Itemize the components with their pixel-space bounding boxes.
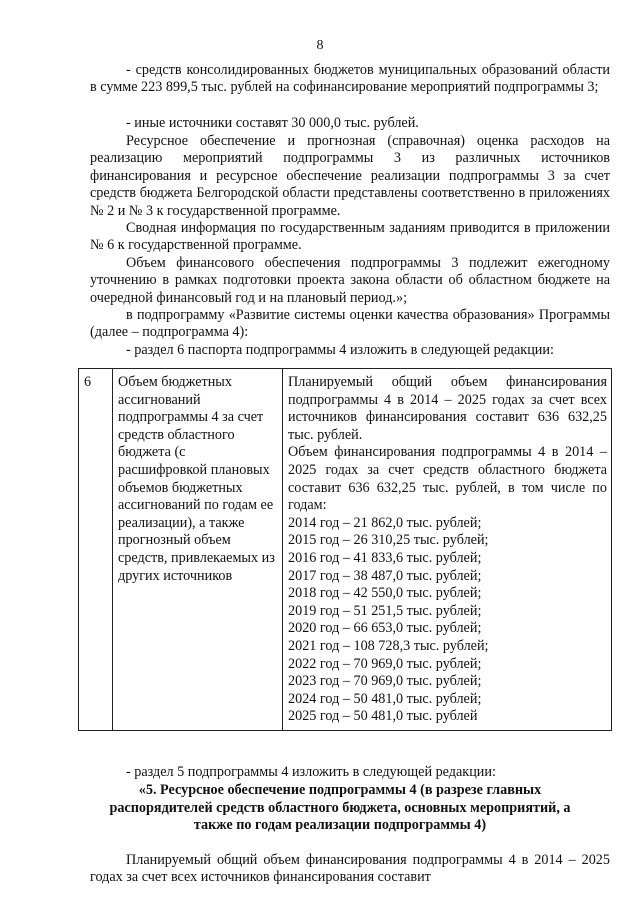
year-line: 2021 год – 108 728,3 тыс. рублей;	[288, 637, 489, 654]
paragraph-planned-financing: Планируемый общий объем финансирования подпрограммы 4 в 2014 – 2025 годах за счет всех источников финансирования составит	[90, 852, 610, 886]
year-line: 2019 год – 51 251,5 тыс. рублей;	[288, 602, 482, 619]
paragraph-municipal-budgets: - средств консолидированных бюджетов муниципальных образований области в сумме 223 899,5 тыс. рублей на софинансирование мероприятий подпрограммы 3;	[90, 62, 610, 96]
year-line: 2023 год – 70 969,0 тыс. рублей;	[288, 673, 482, 690]
year-line: 2017 год – 38 487,0 тыс. рублей;	[288, 567, 482, 584]
year-line: 2014 год – 21 862,0 тыс. рублей;	[288, 514, 482, 531]
paragraph-annual-adjustment: Объем финансового обеспечения подпрограммы 3 подлежит ежегодному уточнению в рамках подготовки проекта закона области об областном бюджете на очередной финансовый год и на плановый период.»;	[90, 255, 610, 306]
section-5-heading: «5. Ресурсное обеспечение подпрограммы 4 (в разрезе главных распорядителей средств областного бюджета, основных мероприятий, а также по годам реализации подпрограммы 4)	[109, 782, 571, 834]
year-list	[288, 515, 607, 726]
year-line: 2025 год – 50 481,0 тыс. рублей	[288, 708, 478, 725]
year-line: 2015 год – 26 310,25 тыс. рублей;	[288, 532, 489, 549]
row-value-cell	[283, 369, 612, 731]
table-row	[79, 369, 612, 731]
year-line: 2022 год – 70 969,0 тыс. рублей;	[288, 655, 482, 672]
paragraph-resource-support: Ресурсное обеспечение и прогнозная (справочная) оценка расходов на реализацию мероприятий подпрограммы 3 из различных источников финансирования и ресурсное обеспечение реализации подпрограммы 3 за счет средств бюджета Белгородской области представлены соответственно в приложениях № 2 и № 3 к государственной программе.	[90, 133, 610, 219]
year-line: 2024 год – 50 481,0 тыс. рублей;	[288, 690, 482, 707]
paragraph-other-sources: - иные источники составят 30 000,0 тыс. рублей.	[126, 115, 419, 131]
year-line: 2020 год – 66 653,0 тыс. рублей;	[288, 620, 482, 637]
paragraph-section-6-intro: - раздел 6 паспорта подпрограммы 4 изложить в следующей редакции:	[126, 342, 554, 358]
row-number-cell: 6	[79, 369, 113, 731]
total-financing-text: Планируемый общий объем финансирования подпрограммы 4 в 2014 – 2025 годах за счет всех источников финансирования составит 636 632,25 тыс. рублей.	[288, 374, 607, 443]
regional-budget-text: Объем финансирования подпрограммы 4 в 2014 – 2025 годах за счет средств областного бюджета составит 636 632,25 тыс. рублей, в том числе по годам:	[288, 444, 607, 514]
paragraph-subprogram-4: в подпрограмму «Развитие системы оценки качества образования» Программы (далее – подпрограмма 4):	[90, 307, 610, 341]
paragraph-state-assignments: Сводная информация по государственным заданиям приводится в приложении № 6 к государственной программе.	[90, 220, 610, 254]
page-number: 8	[316, 38, 324, 53]
passport-table	[78, 368, 612, 731]
year-line: 2016 год – 41 833,6 тыс. рублей;	[288, 549, 482, 566]
year-line: 2018 год – 42 550,0 тыс. рублей;	[288, 585, 482, 602]
paragraph-section-5-intro: - раздел 5 подпрограммы 4 изложить в следующей редакции:	[126, 764, 496, 780]
row-label-cell: Объем бюджетных ассигнований подпрограммы 4 за счет средств областного бюджета (с расшифровкой плановых объемов бюджетных ассигнований по годам ее реализации), а также прогнозный объем средств, привлекаемых из других источников	[113, 369, 283, 731]
